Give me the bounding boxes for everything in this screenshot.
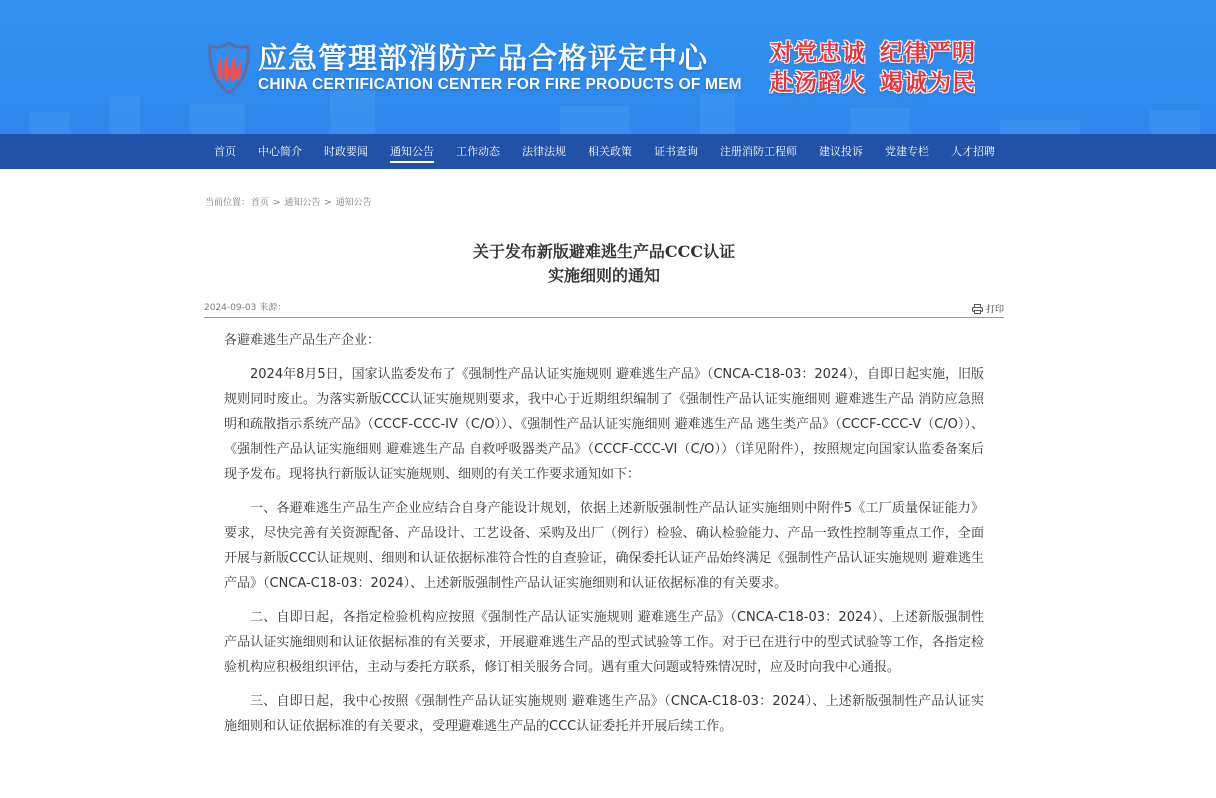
nav-item-work[interactable]: 工作动态: [456, 145, 500, 158]
fire-shield-icon: [208, 40, 250, 96]
article-title: 关于发布新版避难逃生产品CCC认证 实施细则的通知: [472, 242, 736, 285]
breadcrumb-current[interactable]: 通知公告: [335, 198, 372, 208]
article-date: 2024-09-03: [204, 303, 257, 313]
nav-item-about[interactable]: 中心简介: [258, 145, 302, 158]
breadcrumb-home[interactable]: 首页: [251, 198, 270, 208]
article-paragraph: 一、各避难逃生产品生产企业应结合自身产能设计规划，依据上述新版强制性产品认证实施细则中附件5《工厂质量保证能力》要求，尽快完善有关资源配备、产品设计、工艺设备、采购及出厂（例行）检验、确认检验能力、产品一致性控制等重点工作，全面开展与新版CCC认证规则、细则和认证依据标准符合性的自查验证，确保委托认证产品始终满足《强制性产品认证实施规则 避难逃生产品》（CNCA-C18-03：2024）、上述新版强制性产品认证实施细则和认证依据标准的有关要求。: [224, 501, 984, 591]
breadcrumb-notices[interactable]: 通知公告: [284, 198, 321, 208]
article-paragraph: 二、自即日起，各指定检验机构应按照《强制性产品认证实施规则 避难逃生产品》（CNCA-C18-03：2024）、上述新版强制性产品认证实施细则和认证依据标准的有关要求，开展避难逃生产品的型式试验等工作。对于已在进行中的型式试验等工作，各指定检验机构应积极组织评估，主动与委托方联系，修订相关服务合同。遇有重大问题或特殊情况时，应及时向我中心通报。: [224, 610, 984, 675]
slogan-line-2: 赴汤蹈火 竭诚为民: [770, 70, 976, 96]
site-header: [0, 0, 1216, 134]
breadcrumb-separator: >: [272, 198, 281, 208]
main-nav: [0, 134, 1216, 169]
print-button[interactable]: [972, 302, 1004, 315]
article-body: [204, 318, 1004, 739]
slogan-line-1: 对党忠诚 纪律严明: [770, 40, 976, 66]
site-logo[interactable]: [208, 40, 742, 96]
slogan: [770, 38, 990, 98]
article-source-label: 来源：: [259, 303, 287, 313]
logo-title-en: CHINA CERTIFICATION CENTER FOR FIRE PRODUCTS OF MEM: [258, 76, 742, 93]
nav-item-news[interactable]: 时政要闻: [324, 145, 368, 158]
nav-item-certificate-query[interactable]: 证书查询: [654, 145, 698, 158]
nav-item-suggestions[interactable]: 建议投诉: [819, 145, 863, 158]
article-greeting: 各避难逃生产品生产企业：: [224, 333, 381, 348]
nav-item-laws[interactable]: 法律法规: [522, 145, 566, 158]
breadcrumb-separator: >: [324, 198, 332, 208]
article-paragraph: 三、自即日起，我中心按照《强制性产品认证实施规则 避难逃生产品》（CNCA-C18-03：2024）、上述新版强制性产品认证实施细则和认证依据标准的有关要求，受理避难逃生产品的CCC认证委托并开展后续工作。: [224, 694, 984, 734]
printer-icon: [972, 304, 983, 314]
nav-item-party[interactable]: 党建专栏: [885, 145, 929, 158]
nav-item-notices[interactable]: 通知公告: [390, 134, 434, 169]
nav-item-home[interactable]: 首页: [214, 145, 236, 158]
article-meta: [204, 300, 1004, 318]
logo-title-cn: 应急管理部消防产品合格评定中心: [258, 41, 709, 75]
breadcrumb-prefix: 当前位置：: [205, 198, 251, 208]
article: [204, 240, 1004, 748]
nav-item-fire-engineer[interactable]: 注册消防工程师: [720, 145, 797, 158]
print-label: 打印: [985, 305, 1004, 315]
nav-item-recruitment[interactable]: 人才招聘: [951, 145, 995, 158]
nav-item-policies[interactable]: 相关政策: [588, 145, 632, 158]
article-paragraph: 2024年8月5日，国家认监委发布了《强制性产品认证实施规则 避难逃生产品》（CNCA-C18-03：2024），自即日起实施，旧版规则同时废止。为落实新版CCC认证实施规则要求，我中心于近期组织编制了《强制性产品认证实施细则 避难逃生产品 消防应急照明和疏散指示系统产品》（CCCF-CCC-IV（C/O））、《强制性产品认证实施细则 避难逃生产品 逃生类产品》（CCCF-CCC-V（C/O））、《强制性产品认证实施细则 避难逃生产品 自救呼吸器类产品》（CCCF-CCC-VI（C/O））（详见附件），按照规定向国家认监委备案后现予发布。现将执行新版认证实施规则、细则的有关工作要求通知如下：: [224, 367, 984, 482]
breadcrumb: [204, 195, 372, 208]
